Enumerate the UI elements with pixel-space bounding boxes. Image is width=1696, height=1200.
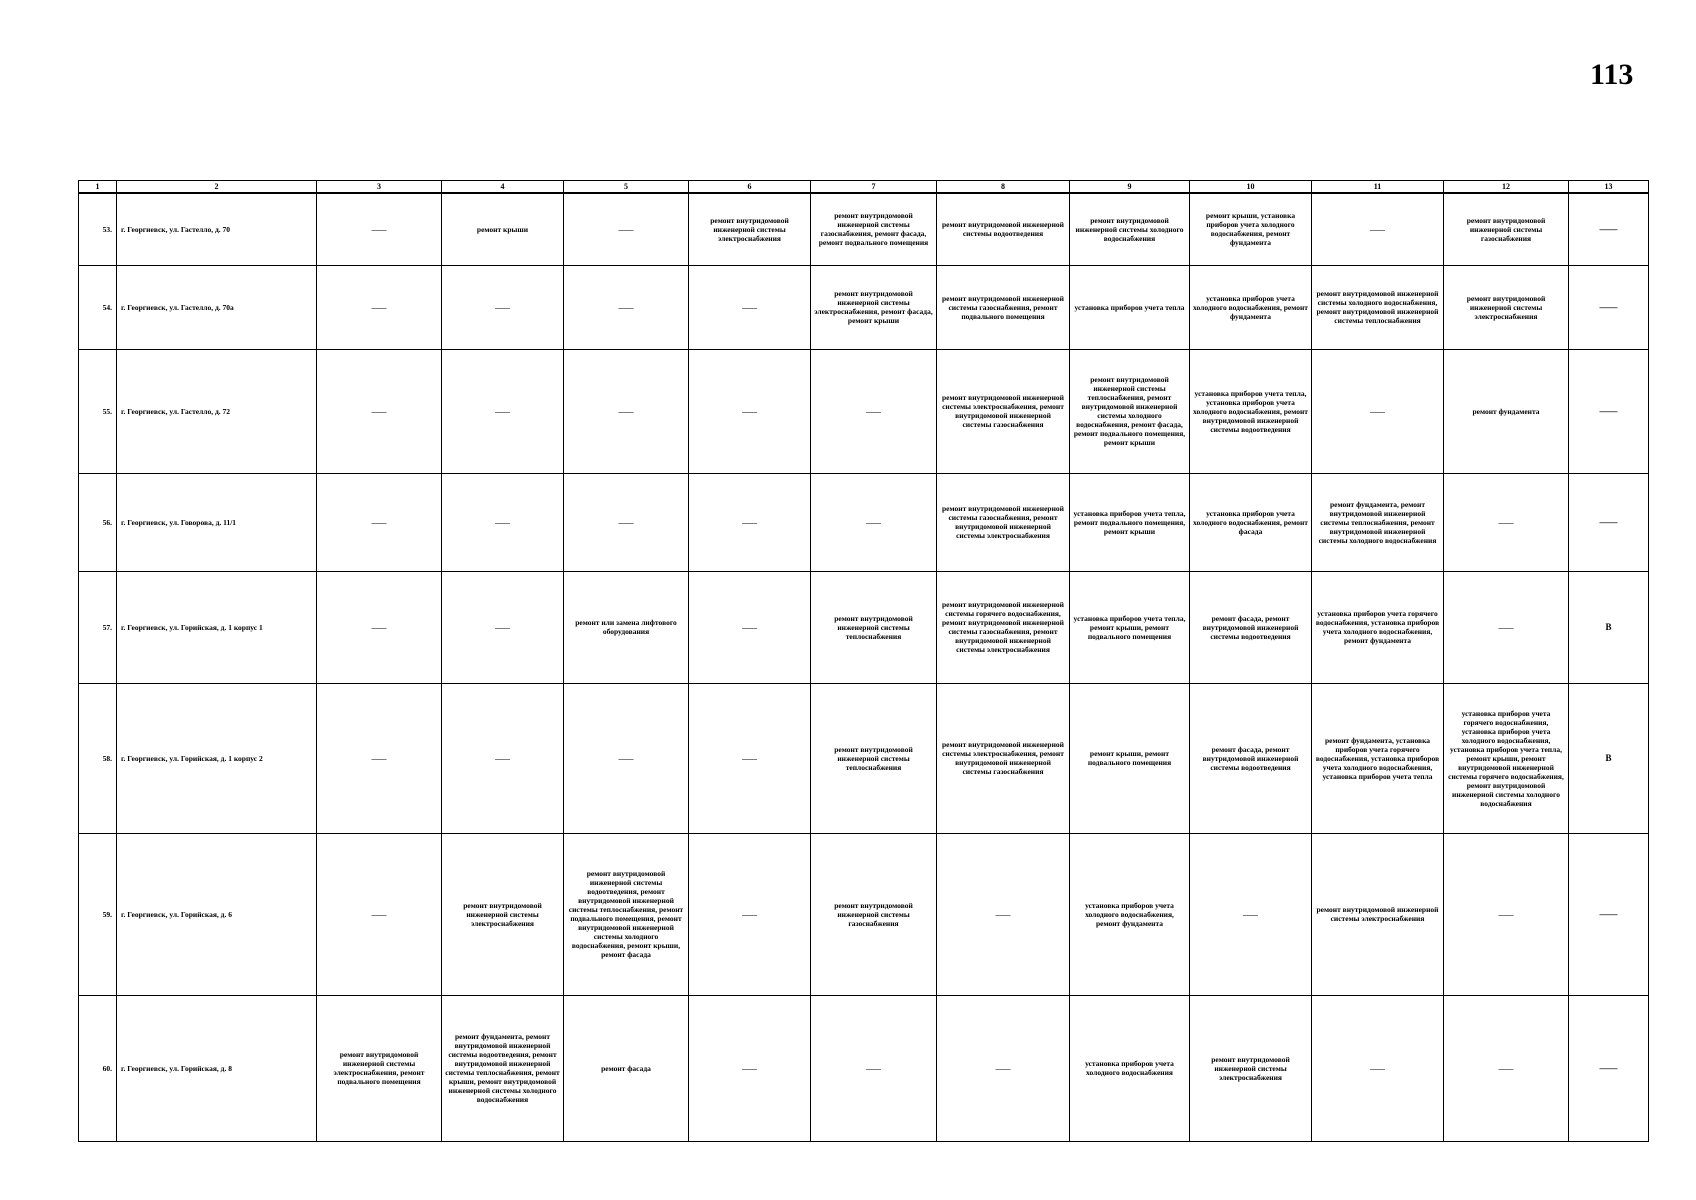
work-cell: ремонт внутридомовой инженерной системы теплоснабжения, ремонт внутридомовой инженерной системы холодного водоснабжения, ремонт фасада, ремонт подвального помещения, ремонт крыши (1070, 349, 1190, 473)
row-number: 53. (79, 193, 117, 265)
work-cell: —— (564, 473, 689, 571)
address-cell: г. Георгиевск, ул. Гастелло, д. 72 (117, 349, 317, 473)
row-number: 58. (79, 683, 117, 833)
work-cell: —— (564, 193, 689, 265)
work-cell: —— (442, 683, 564, 833)
work-cell: ремонт внутридомовой инженерной системы электроснабжения, ремонт фасада, ремонт крыши (811, 265, 937, 349)
work-cell: —— (1444, 473, 1569, 571)
address-cell: г. Георгиевск, ул. Горийская, д. 1 корпус 2 (117, 683, 317, 833)
column-number: 3 (317, 181, 442, 194)
category-cell: —— (1569, 265, 1649, 349)
work-cell: —— (937, 995, 1070, 1141)
category-cell: —— (1569, 995, 1649, 1141)
work-cell: ремонт внутридомовой инженерной системы водоотведения (937, 193, 1070, 265)
work-cell: ремонт внутридомовой инженерной системы газоснабжения, ремонт фасада, ремонт подвального помещения (811, 193, 937, 265)
work-cell: ремонт внутридомовой инженерной системы холодного водоснабжения, ремонт внутридомовой инженерной системы теплоснабжения (1312, 265, 1444, 349)
work-cell: ремонт внутридомовой инженерной системы электроснабжения, ремонт подвального помещения (317, 995, 442, 1141)
column-number: 1 (79, 181, 117, 194)
work-cell: —— (442, 473, 564, 571)
row-number: 56. (79, 473, 117, 571)
work-cell: ремонт внутридомовой инженерной системы электроснабжения, ремонт внутридомовой инженерной системы газоснабжения (937, 683, 1070, 833)
work-cell: ремонт внутридомовой инженерной системы холодного водоснабжения (1070, 193, 1190, 265)
work-cell: —— (317, 473, 442, 571)
work-cell: —— (689, 995, 811, 1141)
column-number: 2 (117, 181, 317, 194)
work-cell: ремонт внутридомовой инженерной системы теплоснабжения (811, 571, 937, 683)
work-cell: установка приборов учета тепла (1070, 265, 1190, 349)
column-number: 7 (811, 181, 937, 194)
work-cell: —— (564, 683, 689, 833)
row-number: 59. (79, 833, 117, 995)
work-cell: —— (1444, 995, 1569, 1141)
work-cell: —— (317, 683, 442, 833)
column-number: 10 (1190, 181, 1312, 194)
work-cell: —— (317, 349, 442, 473)
work-cell: —— (317, 571, 442, 683)
work-cell: ремонт внутридомовой инженерной системы газоснабжения, ремонт внутридомовой инженерной системы электроснабжения (937, 473, 1070, 571)
work-cell: ремонт крыши, ремонт подвального помещения (1070, 683, 1190, 833)
table-row (79, 571, 1649, 683)
work-cell: установка приборов учета холодного водоснабжения, ремонт фасада (1190, 473, 1312, 571)
column-number-header-row (79, 181, 1649, 194)
table-row (79, 349, 1649, 473)
address-cell: г. Георгиевск, ул. Гастелло, д. 70а (117, 265, 317, 349)
work-cell: ремонт внутридомовой инженерной системы газоснабжения (811, 833, 937, 995)
work-cell: установка приборов учета горячего водоснабжения, установка приборов учета холодного водоснабжения, ремонт фундамента (1312, 571, 1444, 683)
table-row (79, 193, 1649, 265)
address-cell: г. Георгиевск, ул. Говорова, д. 11/1 (117, 473, 317, 571)
work-cell: —— (689, 571, 811, 683)
work-cell: ремонт внутридомовой инженерной системы горячего водоснабжения, ремонт внутридомовой инженерной системы газоснабжения, ремонт внутридомовой инженерной системы электроснабжения (937, 571, 1070, 683)
work-cell: установка приборов учета тепла, установка приборов учета холодного водоснабжения, ремонт внутридомовой инженерной системы водоотведения (1190, 349, 1312, 473)
category-cell: —— (1569, 473, 1649, 571)
work-cell: —— (317, 833, 442, 995)
category-cell: В (1569, 571, 1649, 683)
work-cell: ремонт фундамента, установка приборов учета горячего водоснабжения, установка приборов учета холодного водоснабжения, установка приборов учета тепла (1312, 683, 1444, 833)
work-cell: ремонт или замена лифтового оборудования (564, 571, 689, 683)
work-cell: —— (1444, 833, 1569, 995)
page-number: 113 (1590, 58, 1634, 91)
category-cell: В (1569, 683, 1649, 833)
work-cell: ремонт фундамента, ремонт внутридомовой инженерной системы теплоснабжения, ремонт внутридомовой инженерной системы холодного водоснабжения (1312, 473, 1444, 571)
work-cell: —— (1444, 571, 1569, 683)
work-cell: ремонт внутридомовой инженерной системы электроснабжения (689, 193, 811, 265)
work-cell: —— (689, 683, 811, 833)
column-number: 9 (1070, 181, 1190, 194)
work-cell: ремонт крыши (442, 193, 564, 265)
work-cell: ремонт внутридомовой инженерной системы электроснабжения (1190, 995, 1312, 1141)
work-cell: —— (317, 193, 442, 265)
column-number: 5 (564, 181, 689, 194)
work-cell: —— (442, 349, 564, 473)
table-row (79, 683, 1649, 833)
work-cell: ремонт фасада, ремонт внутридомовой инженерной системы водоотведения (1190, 683, 1312, 833)
work-cell: —— (689, 833, 811, 995)
category-cell: —— (1569, 193, 1649, 265)
work-cell: —— (564, 265, 689, 349)
work-cell: ремонт фасада, ремонт внутридомовой инженерной системы водоотведения (1190, 571, 1312, 683)
table-row (79, 833, 1649, 995)
work-cell: —— (317, 265, 442, 349)
work-cell: —— (1190, 833, 1312, 995)
work-cell: ремонт крыши, установка приборов учета холодного водоснабжения, ремонт фундамента (1190, 193, 1312, 265)
work-cell: —— (937, 833, 1070, 995)
work-cell: ремонт внутридомовой инженерной системы электроснабжения (1444, 265, 1569, 349)
address-cell: г. Георгиевск, ул. Гастелло, д. 70 (117, 193, 317, 265)
row-number: 55. (79, 349, 117, 473)
work-cell: ремонт внутридомовой инженерной системы электроснабжения (1312, 833, 1444, 995)
work-cell: установка приборов учета холодного водоснабжения, ремонт фундамента (1190, 265, 1312, 349)
work-cell: —— (442, 571, 564, 683)
work-cell: ремонт фундамента, ремонт внутридомовой инженерной системы водоотведения, ремонт внутридомовой инженерной системы теплоснабжения, ремонт крыши, ремонт внутридомовой инженерной системы холодного водоснабжения (442, 995, 564, 1141)
work-cell: —— (811, 473, 937, 571)
work-cell: установка приборов учета холодного водоснабжения, ремонт фундамента (1070, 833, 1190, 995)
column-number: 12 (1444, 181, 1569, 194)
work-cell: установка приборов учета холодного водоснабжения (1070, 995, 1190, 1141)
row-number: 57. (79, 571, 117, 683)
work-cell: установка приборов учета тепла, ремонт крыши, ремонт подвального помещения (1070, 571, 1190, 683)
work-cell: —— (689, 349, 811, 473)
work-cell: ремонт внутридомовой инженерной системы газоснабжения, ремонт подвального помещения (937, 265, 1070, 349)
work-cell: —— (442, 265, 564, 349)
work-cell: —— (811, 349, 937, 473)
work-cell: установка приборов учета горячего водоснабжения, установка приборов учета холодного водоснабжения, установка приборов учета тепла, ремонт крыши, ремонт внутридомовой инженерной системы горячего водоснабжения, ремонт внутридомовой инженерной системы холодного водоснабжения (1444, 683, 1569, 833)
column-number: 8 (937, 181, 1070, 194)
work-cell: ремонт внутридомовой инженерной системы электроснабжения (442, 833, 564, 995)
row-number: 54. (79, 265, 117, 349)
address-cell: г. Георгиевск, ул. Горийская, д. 6 (117, 833, 317, 995)
column-number: 4 (442, 181, 564, 194)
table-row (79, 995, 1649, 1141)
column-number: 13 (1569, 181, 1649, 194)
work-cell: —— (564, 349, 689, 473)
work-cell: —— (1312, 349, 1444, 473)
address-cell: г. Георгиевск, ул. Горийская, д. 8 (117, 995, 317, 1141)
work-cell: —— (689, 265, 811, 349)
repair-schedule-table (78, 180, 1649, 1142)
category-cell: —— (1569, 349, 1649, 473)
work-cell: установка приборов учета тепла, ремонт подвального помещения, ремонт крыши (1070, 473, 1190, 571)
category-cell: —— (1569, 833, 1649, 995)
row-number: 60. (79, 995, 117, 1141)
work-cell: ремонт внутридомовой инженерной системы газоснабжения (1444, 193, 1569, 265)
work-cell: ремонт внутридомовой инженерной системы электроснабжения, ремонт внутридомовой инженерной системы газоснабжения (937, 349, 1070, 473)
work-cell: —— (689, 473, 811, 571)
work-cell: ремонт внутридомовой инженерной системы теплоснабжения (811, 683, 937, 833)
address-cell: г. Георгиевск, ул. Горийская, д. 1 корпус 1 (117, 571, 317, 683)
column-number: 11 (1312, 181, 1444, 194)
work-cell: ремонт фасада (564, 995, 689, 1141)
work-cell: ремонт внутридомовой инженерной системы водоотведения, ремонт внутридомовой инженерной системы теплоснабжения, ремонт подвального помещения, ремонт внутридомовой инженерной системы холодного водоснабжения, ремонт крыши, ремонт фасада (564, 833, 689, 995)
table-row (79, 265, 1649, 349)
work-cell: —— (811, 995, 937, 1141)
work-cell: —— (1312, 193, 1444, 265)
work-cell: ремонт фундамента (1444, 349, 1569, 473)
column-number: 6 (689, 181, 811, 194)
work-cell: —— (1312, 995, 1444, 1141)
table-row (79, 473, 1649, 571)
